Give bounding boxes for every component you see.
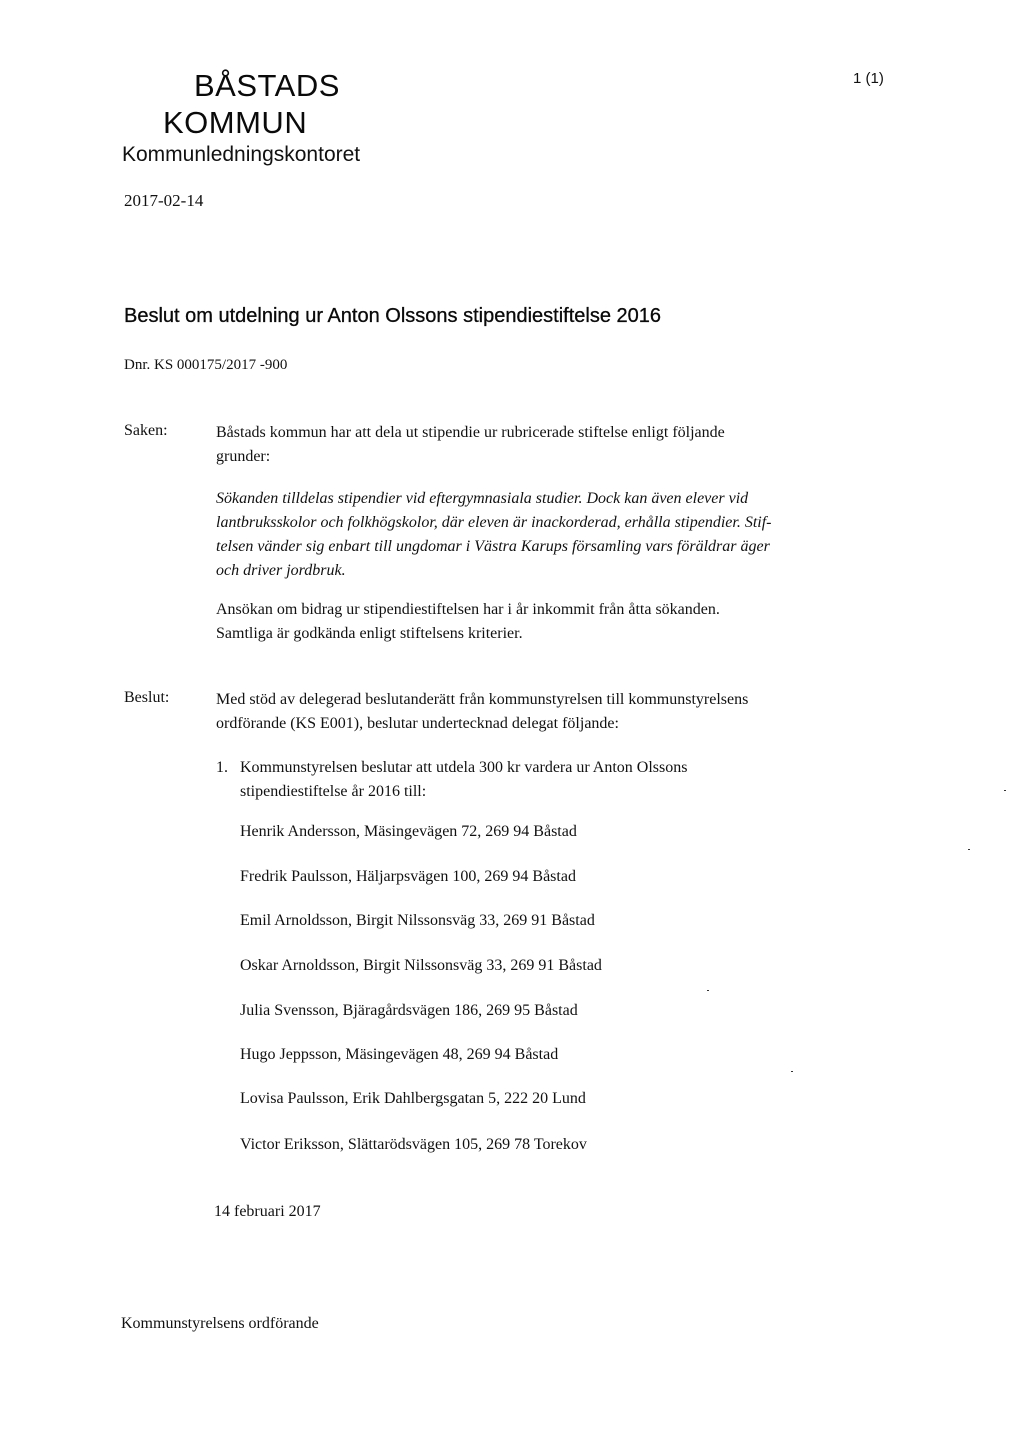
document-title: Beslut om utdelning ur Anton Olssons stipendiestiftelse 2016	[124, 305, 661, 327]
saken-intro-line: grunder:	[216, 448, 271, 465]
scan-speck	[968, 849, 970, 850]
org-name-line1: BÅSTADS	[194, 68, 340, 103]
org-name-line2: KOMMUN	[163, 105, 308, 140]
recipient-entry: Emil Arnoldsson, Birgit Nilssonsväg 33, 269 91 Båstad	[240, 912, 595, 929]
signature-date: 14 februari 2017	[214, 1203, 321, 1220]
recipient-entry: Lovisa Paulsson, Erik Dahlbergsgatan 5, 222 20 Lund	[240, 1090, 586, 1107]
saken-application	[216, 598, 936, 646]
decision-item-text	[240, 756, 940, 804]
beslut-intro	[216, 688, 936, 736]
recipient-entry: Fredrik Paulsson, Häljarpsvägen 100, 269 94 Båstad	[240, 868, 576, 885]
decision-item-line: stipendiestiftelse år 2016 till:	[240, 783, 427, 800]
beslut-intro-line: ordförande (KS E001), beslutar undertecknad delegat följande:	[216, 715, 619, 732]
scan-speck	[1004, 790, 1006, 791]
scan-speck	[791, 1071, 793, 1072]
scan-speck	[707, 990, 709, 991]
recipient-entry: Victor Eriksson, Slättarödsvägen 105, 269 78 Torekov	[240, 1136, 587, 1153]
application-line: Samtliga är godkända enligt stiftelsens kriterier.	[216, 625, 523, 642]
criteria-line: och driver jordbruk.	[216, 562, 346, 579]
decision-item-line: Kommunstyrelsen beslutar att utdela 300 kr vardera ur Anton Olssons	[240, 759, 688, 776]
application-line: Ansökan om bidrag ur stipendiestiftelsen har i år inkommit från åtta sökanden.	[216, 601, 720, 618]
recipient-entry: Henrik Andersson, Mäsingevägen 72, 269 94 Båstad	[240, 823, 577, 840]
beslut-label: Beslut:	[124, 689, 170, 706]
saken-label: Saken:	[124, 422, 168, 439]
beslut-intro-line: Med stöd av delegerad beslutanderätt från kommunstyrelsen till kommunstyrelsens	[216, 691, 749, 708]
criteria-line: telsen vänder sig enbart till ungdomar i Västra Karups församling vars föräldrar äger	[216, 538, 770, 555]
department-name: Kommunledningskontoret	[122, 143, 361, 166]
registration-number: Dnr. KS 000175/2017 -900	[124, 357, 288, 373]
decision-item-number: 1.	[216, 759, 228, 776]
saken-criteria	[216, 487, 936, 583]
signatory-title: Kommunstyrelsens ordförande	[121, 1315, 319, 1332]
page-number: 1 (1)	[853, 70, 884, 87]
saken-intro	[216, 421, 936, 469]
criteria-line: lantbruksskolor och folkhögskolor, där eleven är inackorderad, erhålla stipendier. Stif-	[216, 514, 772, 531]
recipient-entry: Hugo Jeppsson, Mäsingevägen 48, 269 94 Båstad	[240, 1046, 559, 1063]
recipient-entry: Julia Svensson, Bjäragårdsvägen 186, 269 95 Båstad	[240, 1002, 578, 1019]
document-date: 2017-02-14	[124, 191, 204, 210]
saken-intro-line: Båstads kommun har att dela ut stipendie ur rubricerade stiftelse enligt följande	[216, 424, 725, 441]
recipient-entry: Oskar Arnoldsson, Birgit Nilssonsväg 33, 269 91 Båstad	[240, 957, 602, 974]
criteria-line: Sökanden tilldelas stipendier vid eftergymnasiala studier. Dock kan även elever vid	[216, 490, 749, 507]
